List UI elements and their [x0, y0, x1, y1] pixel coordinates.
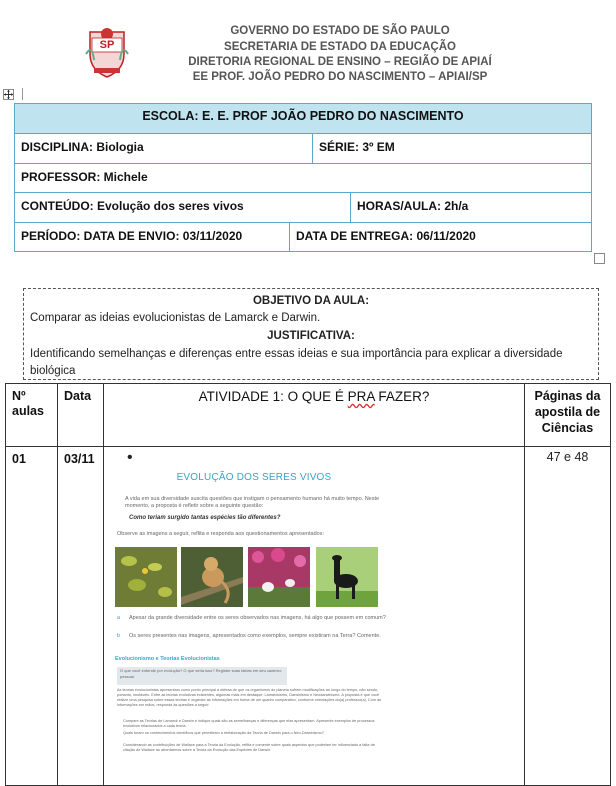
row-aulas-value: 01	[12, 452, 26, 466]
horas-text: HORAS/AULA: 2h/a	[357, 199, 469, 213]
row-data-value: 03/11	[64, 452, 95, 466]
header-atividade-text	[104, 389, 524, 404]
header-data-cell	[57, 383, 104, 447]
header-atividade-part1: ATIVIDADE 1: O QUE É	[198, 389, 348, 404]
page-item-3: Considerando as contribuições de Wallace para a Teoria da Evolução, reflita e comente sobre quais aspectos que poderiam ter influenciado a falta de citação de Wallace ao abordarmos sobre a Teoria da Evolução das Espécies de Darwin.	[123, 743, 375, 752]
escola-text: ESCOLA: E. E. PROF JOÃO PEDRO DO NASCIMENTO	[142, 109, 464, 123]
page-question-b-label: b	[117, 633, 121, 639]
header-aulas-line1: Nº	[12, 389, 26, 403]
justificativa-text-2: biológica	[30, 365, 76, 377]
page-question-b: Os seres presentes nas imagens, apresentados como exemplos, sempre existiram na Terra? Comente.	[129, 633, 381, 639]
row-bullet: •	[127, 449, 133, 466]
header-data-text: Data	[64, 389, 92, 403]
serie-cell	[312, 133, 592, 164]
page-paragraph-2: Observe as imagens a seguir, reflita e responda aos questionamentos apresentados:	[117, 531, 324, 537]
photo-monkey	[181, 547, 243, 607]
disciplina-text: DISCIPLINA: Biologia	[21, 140, 144, 154]
header-atividade-cell	[103, 383, 525, 447]
cursor-mark	[22, 88, 23, 100]
header-aulas-cell	[5, 383, 58, 447]
move-handle-icon[interactable]	[3, 89, 14, 100]
conteudo-cell	[14, 192, 351, 223]
objetivo-text: Comparar as ideias evolucionistas de Lamarck e Darwin.	[30, 312, 321, 324]
row-aulas-cell	[5, 446, 58, 786]
state-seal-logo	[84, 24, 130, 80]
header-line-secretariat: SECRETARIA DE ESTADO DA EDUCAÇÃO	[224, 41, 456, 53]
entrega-text: DATA DE ENTREGA: 06/11/2020	[296, 229, 476, 243]
professor-cell	[14, 163, 592, 193]
header-atividade-part2: FAZER?	[374, 389, 430, 404]
page-subtitle: Evolucionismo e Teorias Evolucionistas	[115, 656, 220, 662]
row-paginas-cell	[524, 446, 611, 786]
justificativa-title: JUSTIFICATIVA:	[267, 330, 355, 342]
row-paginas-value: 47 e 48	[546, 450, 589, 464]
page-item-2: Quais foram os conhecimentos científicos que permitiram a reelaboração da Teoria de Darwin para o Neo-Darwinismo?	[123, 731, 324, 735]
objetivo-box	[23, 288, 599, 380]
header-paginas-line2: apostila de	[534, 405, 601, 419]
page-paragraph-1: A vida em sua diversidade suscita questões que instigam o pensamento humano há muito tempo. Neste momento, a proposta é refletir sobre a seguinte questão:	[125, 496, 380, 509]
photo-lily-pads	[115, 547, 177, 607]
escola-cell	[14, 103, 592, 134]
page-question-a-label: a	[117, 615, 121, 621]
textbook-page-image	[111, 470, 397, 770]
conteudo-text: CONTEÚDO: Evolução dos seres vivos	[21, 199, 244, 213]
seal-lettering: SP	[99, 39, 115, 51]
header-line-school: EE PROF. JOÃO PEDRO DO NASCIMENTO – APIAI/SP	[192, 71, 488, 83]
page-question-a: Apesar da grande diversidade entre os seres observados nas imagens, há algo que possem em comum?	[129, 615, 386, 621]
header-paginas-line3: Ciências	[541, 421, 594, 435]
table-resize-handle[interactable]	[594, 253, 605, 264]
horas-cell	[350, 192, 592, 223]
header-paginas-cell	[524, 383, 611, 447]
page-title: EVOLUÇÃO DOS SERES VIVOS	[176, 472, 332, 483]
periodo-text: PERÍODO: DATA DE ENVIO: 03/11/2020	[21, 229, 243, 243]
disciplina-cell	[14, 133, 313, 164]
header-line-directorate: DIRETORIA REGIONAL DE ENSINO – REGIÃO DE APIAÍ	[188, 56, 492, 68]
header-paginas-line1: Páginas da	[534, 389, 601, 403]
header-atividade-pra: PRA	[347, 389, 375, 404]
periodo-cell	[14, 222, 290, 252]
page-paragraph-3: As teorias evolucionistas apresentam como ponto principal a defesa de que os organismos do planeta sofrem modificações ao longo do tempo, não sendo, portanto, imutáveis. Entre as teorias evolutivas existentes, algumas mais em destaque: Lamarckismo, Darwinismo e Neodarwinismo. A proposta é que você realize uma pesquisa sobre essas teorias e organize as informações em forma de um quadro comparativo, conforme orientações do(a) professor(a). Com as informações em mãos, responda às questões a seguir:	[117, 688, 382, 707]
entrega-cell	[289, 222, 592, 252]
header-aulas-line2: aulas	[12, 404, 44, 418]
professor-text: PROFESSOR: Michele	[21, 170, 148, 184]
row-data-cell	[57, 446, 104, 786]
page-item-1: Compare as Teorias de Lamarck e Darwin e indique quais são as semelhanças e diferenças que elas apresentam. Apresente exemplos de processos evolutivos relacionados a cada teoria.	[123, 719, 375, 728]
photo-flowers-cats	[248, 547, 310, 607]
page-question: Como teriam surgido tantas espécies tão diferentes?	[129, 515, 281, 521]
serie-text: SÉRIE: 3º EM	[319, 140, 395, 154]
header-line-government: GOVERNO DO ESTADO DE SÃO PAULO	[230, 25, 450, 37]
photo-llama	[316, 547, 378, 607]
page-thinking-box: O que você entende por evolução? O que seria isso? Registre suas ideias em seu caderno pessoal.	[117, 667, 287, 685]
justificativa-text-1: Identificando semelhanças e diferenças entre essas ideias e sua importância para explicar a diversidade	[30, 348, 563, 360]
objetivo-title: OBJETIVO DA AULA:	[252, 295, 370, 307]
